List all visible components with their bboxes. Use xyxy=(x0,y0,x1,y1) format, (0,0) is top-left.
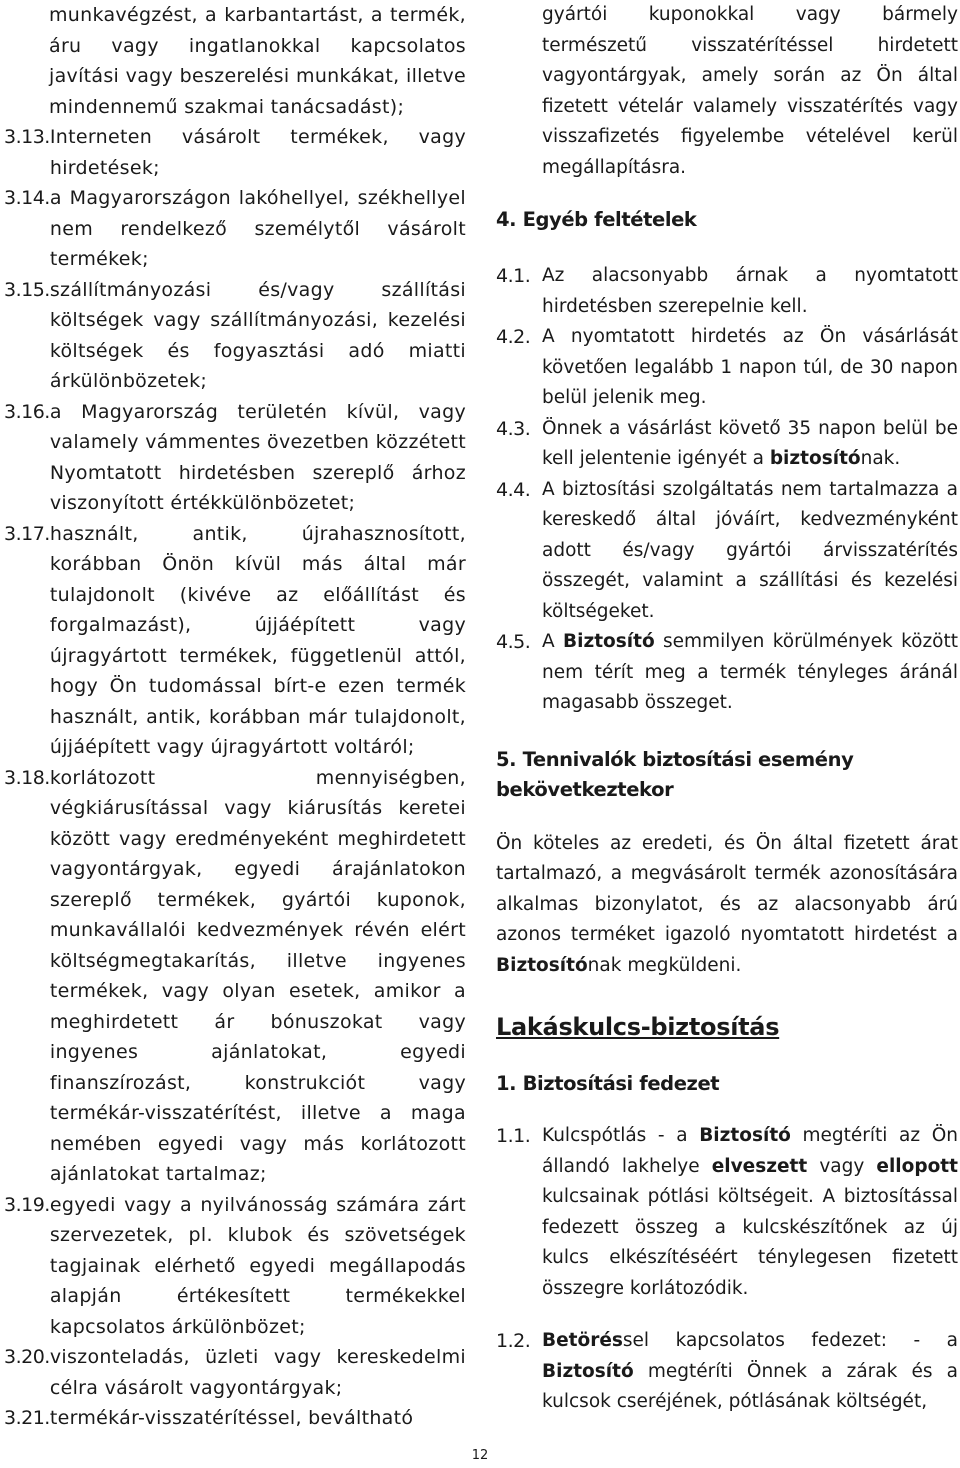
left-column xyxy=(4,0,466,1434)
list-item xyxy=(496,1326,958,1418)
page-number: 12 xyxy=(471,1448,489,1463)
item-text: A biztosítási szolgáltatás nem tartalmazza a kereskedő által jóváírt, kedvezményként adott és/vagy gyártói árvisszatérítés összegét, valamint a szállítási és kezelési költségeket. xyxy=(542,478,958,622)
item-number: 3.21. xyxy=(4,1407,50,1429)
list-item xyxy=(496,1121,958,1304)
list-item xyxy=(496,261,958,322)
item-number: 3.17. xyxy=(4,522,50,545)
item-text: a Magyarországon lakóhellyel, székhellyel nem rendelkező személytől vásárolt termékek; xyxy=(49,187,466,270)
item-text: használt, antik, újrahasznosított, korábban Önön kívül más által már tulajdonolt (kivéve az előállítást és forgalmazást), újjáépített vagy újragyártott termékek, függetlenül attól, hogy Ön tudomással bírt-e ezen termék használt, antik, korábban már tulajdonolt, újjáépített vagy újragyártott voltáról; xyxy=(49,522,466,758)
section-4-heading: 4. Egyéb feltételek xyxy=(496,208,697,231)
coverage-heading: 1. Biztosítási fedezet xyxy=(496,1072,720,1095)
list-item xyxy=(4,122,466,183)
list-item xyxy=(4,519,466,763)
item-number: 3.13. xyxy=(4,126,50,148)
list-item xyxy=(496,414,958,475)
list-item xyxy=(4,763,466,1190)
item-text: Interneten vásárolt termékek, vagy hirdetések; xyxy=(49,126,466,179)
item-number: 3.16. xyxy=(4,400,50,423)
item-number: 3.15. xyxy=(4,278,50,301)
item-number: 3.19. xyxy=(4,1193,50,1216)
item-text: termékár-visszatérítéssel, beváltható xyxy=(49,1407,414,1429)
item-number: 3.18. xyxy=(4,766,50,789)
item-number: 3.20. xyxy=(4,1346,50,1368)
item-text: viszonteladás, üzleti vagy kereskedelmi célra vásárolt vagyontárgyak; xyxy=(49,1346,466,1399)
list-item xyxy=(4,0,466,122)
lakaskulcs-title: Lakáskulcs-biztosítás xyxy=(496,1013,780,1041)
item-text: Betöréssel kapcsolatos fedezet: - a Biztosító megtéríti Önnek a zárak és a kulcsok cseréjének, pótlásának költségét, xyxy=(542,1330,958,1412)
item-text: korlátozott mennyiségben, végkiárusítással vagy kiárusítás keretei között vagy eredményeként meghirdetett vagyontárgyak, egyedi árajánlatokon szereplő termékek, gyártói kuponok, munkavállalói kedvezmények révén elért költségmegtakarítás, illetve ingyenes termékek, vagy olyan esetek, amikor a meghirdetett ár bónuszokat vagy ingyenes ajánlatokat, egyedi finanszírozást, konstrukciót vagy termékár-visszatérítést, illetve a maga nemében egyedi vagy más korlátozott ajánlatokat tartalmaz; xyxy=(49,766,466,1185)
list-item xyxy=(4,275,466,397)
continued-text: gyártói kuponokkal vagy bármely természetű visszatérítéssel hirdetett vagyontárgyak, amely során az Ön által fizetett vételár valamely visszatérítés vagy visszafizetés figyelembe vételével kerül megállapításra. xyxy=(542,4,958,178)
item-number: 1.1. xyxy=(496,1125,531,1147)
item-text: A Biztosító semmilyen körülmények között nem térít meg a termék tényleges áránál magasabb összeget. xyxy=(542,631,958,713)
section-5-paragraph: Ön köteles az eredeti, és Ön által fizetett árat tartalmazó, a megvásárolt termék azonosítására alkalmas bizonylatot, és az alacsonyabb árú azonos terméket igazoló nyomtatott hirdetést a Biztosítónak megküldeni. xyxy=(496,832,958,976)
section-5-heading: 5. Tennivalók biztosítási esemény bekövetkeztekor xyxy=(496,747,854,801)
item-number: 4.1. xyxy=(496,265,531,287)
item-number: 3.14. xyxy=(4,187,50,209)
item-text: munkavégzést, a karbantartást, a termék, áru vagy ingatlanokkal kapcsolatos javítási vagy beszerelési munkákat, illetve mindennemű szakmai tanácsadást); xyxy=(49,4,466,118)
list-item xyxy=(4,1190,466,1343)
item-text: a Magyarország területén kívül, vagy valamely vámmentes övezetben közzétett Nyomtatott hirdetésben szereplő árhoz viszonyított értékkülönbözetet; xyxy=(49,400,466,514)
item-text: A nyomtatott hirdetés az Ön vásárlását követően legalább 1 napon túl, de 30 napon belül jelenik meg. xyxy=(542,326,958,408)
item-text: Önnek a vásárlást követő 35 napon belül be kell jelentenie igényét a biztosítónak. xyxy=(542,417,958,469)
item-text: Kulcspótlás - a Biztosító megtéríti az Ön állandó lakhelye elveszett vagy ellopott kulcsainak pótlási költségeit. A biztosítással fedezett összeg a kulcskészítőnek az új kulcs elkészítéséért ténylegesen fizetett összegre korlátozódik. xyxy=(542,1125,958,1299)
list-item xyxy=(4,1342,466,1403)
list-item xyxy=(4,397,466,519)
list-item xyxy=(4,183,466,275)
list-item xyxy=(496,322,958,414)
item-number: 4.5. xyxy=(496,631,531,653)
list-item xyxy=(496,475,958,628)
list-item xyxy=(4,1403,466,1434)
item-text: egyedi vagy a nyilvánosság számára zárt szervezetek, pl. klubok és szövetségek tagjainak elérhető egyedi megállapodás alapján értékesített termékekkel kapcsolatos árkülönbözet; xyxy=(49,1193,466,1338)
continued-item xyxy=(496,0,958,183)
item-number: 4.4. xyxy=(496,478,531,501)
item-number: 4.2. xyxy=(496,326,531,348)
item-number: 1.2. xyxy=(496,1330,531,1352)
right-column xyxy=(496,0,958,1418)
item-text: Az alacsonyabb árnak a nyomtatott hirdetésben szerepelnie kell. xyxy=(542,265,958,317)
item-text: szállítmányozási és/vagy szállítási költségek vagy szállítmányozási, kezelési költségek és fogyasztási adó miatti árkülönbözetek; xyxy=(49,278,466,392)
item-number: 4.3. xyxy=(496,417,531,440)
list-item xyxy=(496,627,958,719)
